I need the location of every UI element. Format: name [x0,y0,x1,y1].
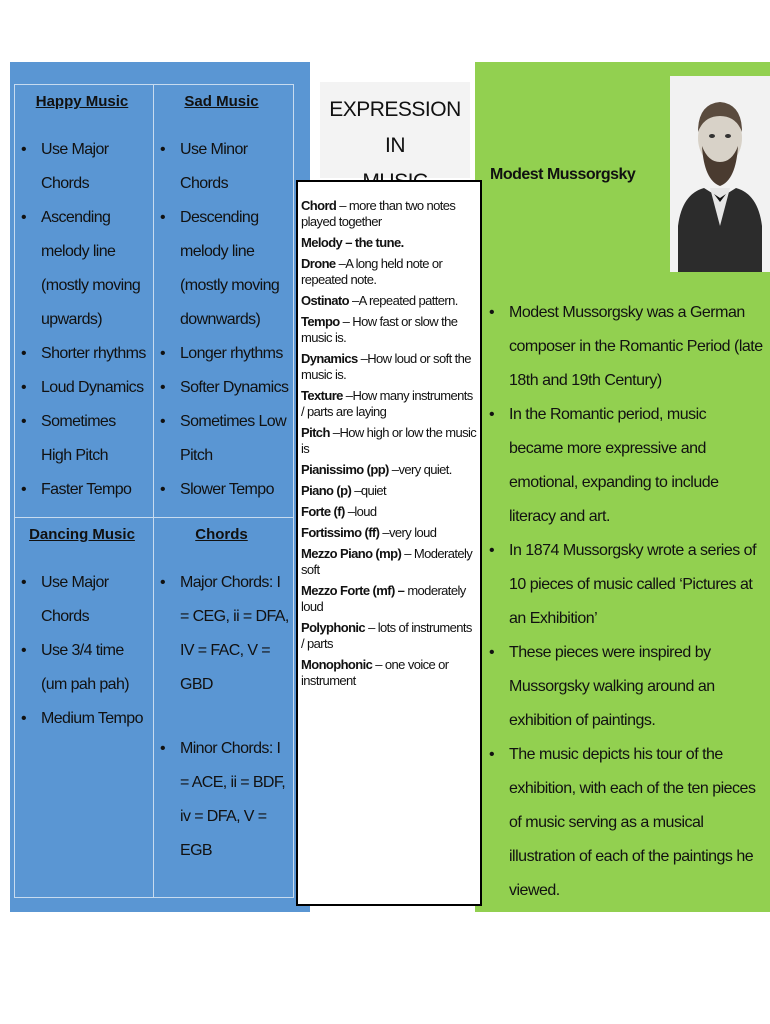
glossary-entry: Melody – the tune. [301,235,404,250]
happy-music-heading: Happy Music [35,93,129,110]
glossary-entry: Fortissimo (ff) –very loud [301,525,437,540]
list-item: • Shorter rhythms [15,337,149,371]
list-item: • Ascending melody line (mostly moving upwards) [15,201,149,337]
composer-panel [475,62,770,912]
glossary-entry: Drone –A long held note or repeated note. [301,256,443,287]
list-item: • Use Major Chords [15,133,149,201]
glossary-entry: Dynamics –How loud or soft the music is. [301,351,471,382]
list-item: • Sometimes Low Pitch [154,405,289,473]
glossary-entry: Tempo – How fast or slow the music is. [301,314,458,345]
list-item: • Modest Mussorgsky was a German composer in the Romantic Period (late 18th and 19th Century) [483,296,763,398]
sad-music-heading: Sad Music [184,93,259,110]
glossary-entry: Polyphonic – lots of instruments / parts [301,620,472,651]
list-item: • Minor Chords: I = ACE, ii = BDF, iv = DFA, V = EGB [154,732,289,868]
glossary-entry: Chord – more than two notes played together [301,198,456,229]
list-item: • Sometimes High Pitch [15,405,149,473]
glossary-box [296,180,482,906]
glossary-entry: Piano (p) –quiet [301,483,387,498]
happy-music-list [15,133,149,507]
chords-cell [153,517,293,897]
glossary-entry: Mezzo Forte (mf) – moderately loud [301,583,466,614]
list-item: • Medium Tempo [15,702,149,736]
composer-portrait [670,76,770,272]
list-item: • Faster Tempo [15,473,149,507]
chords-list [154,566,289,868]
dancing-music-cell [15,517,153,897]
glossary-entry: Pianissimo (pp) –very quiet. [301,462,452,477]
portrait-image [670,76,770,272]
list-item: • Loud Dynamics [15,371,149,405]
page-title [320,82,470,178]
list-item: • Major Chords: I = CEG, ii = DFA, IV = FAC, V = GBD [154,566,289,702]
music-types-panel [10,62,310,912]
composer-name: Modest Mussorgsky [490,166,636,183]
list-item: • The music depicts his tour of the exhibition, with each of the ten pieces of music serving as a musical illustration of each of the paintings he viewed. [483,738,763,908]
sad-music-list [154,133,289,507]
list-item: • Use Minor Chords [154,133,289,201]
glossary-entry: Mezzo Piano (mp) – Moderately soft [301,546,473,577]
list-item: • Longer rhythms [154,337,289,371]
composer-facts [483,296,763,908]
glossary-entry: Texture –How many instruments / parts are laying [301,388,473,419]
music-types-table [14,84,294,898]
list-item: • In the Romantic period, music became more expressive and emotional, expanding to include literacy and art. [483,398,763,534]
list-item: • Use 3/4 time (um pah pah) [15,634,149,702]
glossary-entry: Forte (f) –loud [301,504,377,519]
list-item: • These pieces were inspired by Mussorgsky walking around an exhibition of paintings. [483,636,763,738]
list-item: • In 1874 Mussorgsky wrote a series of 10 pieces of music called ‘Pictures at an Exhibition’ [483,534,763,636]
list-item: • Softer Dynamics [154,371,289,405]
list-item: • Descending melody line (mostly moving downwards) [154,201,289,337]
glossary-entry: Monophonic – one voice or instrument [301,657,449,688]
sad-music-cell [153,85,293,517]
glossary-entry: Pitch –How high or low the music is [301,425,477,456]
poster [10,62,770,912]
chords-heading: Chords [195,526,248,543]
glossary-entry: Ostinato –A repeated pattern. [301,293,458,308]
list-item: • Use Major Chords [15,566,149,634]
title-line-1: EXPRESSION IN [329,98,461,157]
happy-music-cell [15,85,153,517]
list-item: • Slower Tempo [154,473,289,507]
dancing-music-heading: Dancing Music [29,526,135,543]
dancing-music-list [15,566,149,736]
